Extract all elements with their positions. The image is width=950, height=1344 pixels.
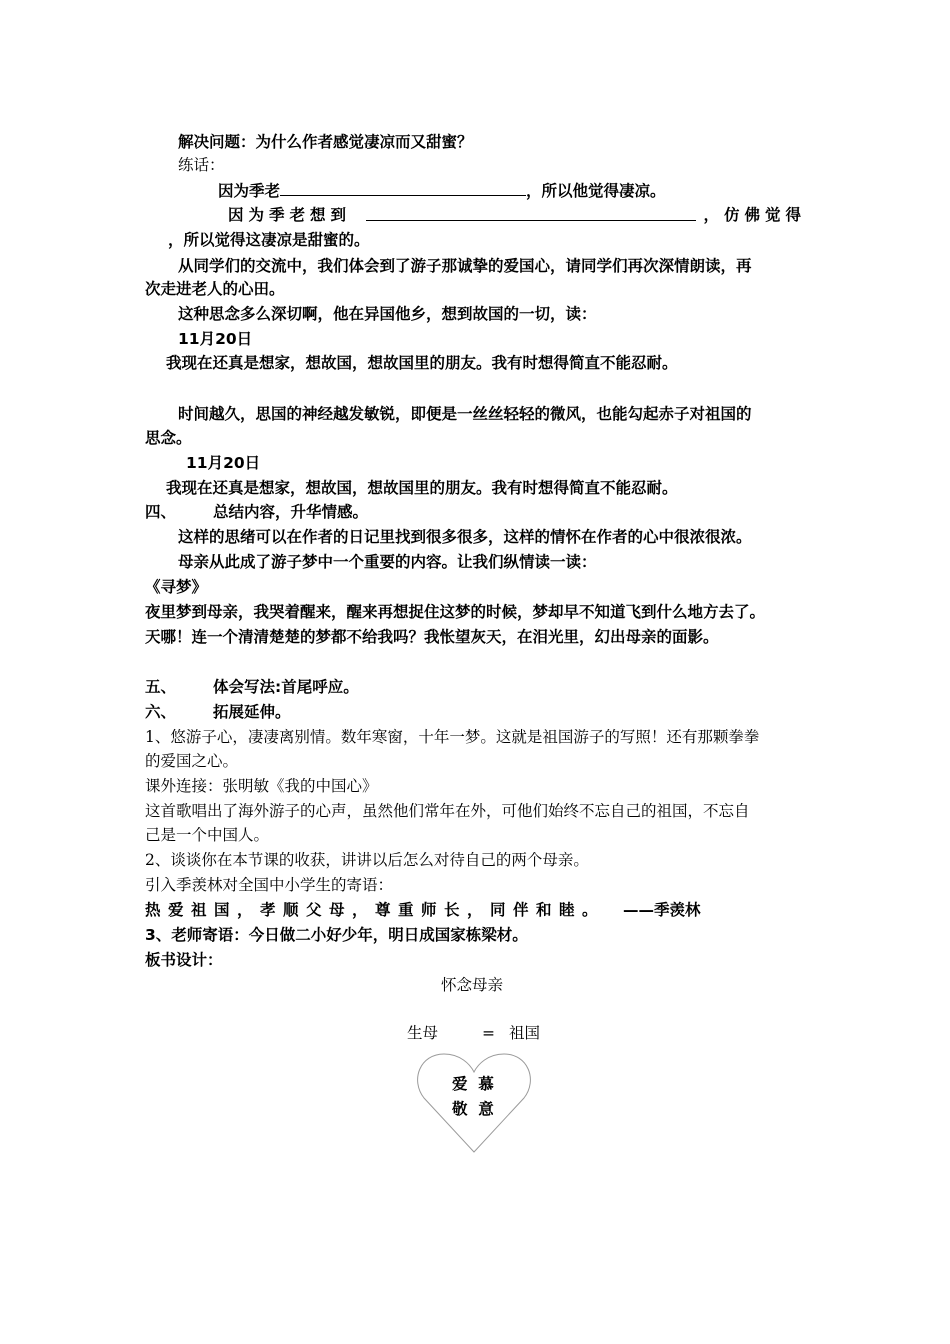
board-equals: =: [482, 1024, 495, 1042]
section-5-heading: [145, 677, 359, 697]
motto-text: 热爱祖国，孝顺父母，尊重师长，同伴和睦。: [145, 901, 606, 919]
diary-entry-2: 我现在还真是想家，想故国，想故国里的朋友。我有时想得简直不能忍耐。: [166, 479, 678, 497]
paragraph-4: 这样的思绪可以在作者的日记里找到很多很多，这样的情怀在作者的心中很浓很浓。: [178, 528, 752, 546]
section-4-title: 总结内容，升华情感。: [213, 503, 369, 521]
board-right-term: 祖国: [509, 1024, 541, 1042]
paragraph-1b: 次走进老人的心田。: [145, 280, 285, 298]
because-2-mid: ，仿佛觉得: [703, 206, 806, 224]
because-1-prefix: 因为季老: [218, 182, 281, 200]
paragraph-1a: 从同学们的交流中，我们体会到了游子那诚挚的爱国心，请同学们再次深情朗读，再: [178, 257, 752, 275]
heart-row-1: 爱 慕: [452, 1075, 494, 1093]
because-2-suffix: ，所以觉得这凄凉是甜蜜的。: [168, 231, 370, 249]
paragraph-3b: 思念。: [145, 429, 192, 447]
teacher-message: 3、老师寄语：今日做二小好少年，明日成国家栋梁材。: [145, 926, 528, 944]
because-line-1: [218, 180, 666, 201]
song-text-b: 己是一个中国人。: [145, 826, 270, 844]
extension-1b: 的爱国之心。: [145, 752, 239, 770]
section-4-number: 四、: [145, 503, 177, 521]
motto-signature: ——季羡林: [623, 901, 701, 919]
diary-entry-1: 我现在还真是想家，想故国，想故国里的朋友。我有时想得简直不能忍耐。: [166, 354, 678, 372]
because-line-2: [228, 205, 806, 225]
paragraph-3a: 时间越久，思国的神经越发敏锐，即便是一丝丝轻轻的微风，也能勾起赤子对祖国的: [178, 405, 752, 423]
section-5-title: 体会写法:首尾呼应。: [213, 678, 359, 696]
section-5-number: 五、: [145, 678, 177, 696]
paragraph-5: 母亲从此成了游子梦中一个重要的内容。让我们纵情读一读：: [178, 553, 597, 571]
poem-title: 《寻梦》: [145, 578, 208, 596]
poem-line-1: 夜里梦到母亲，我哭着醒来，醒来再想捉住这梦的时候，梦却早不知道飞到什么地方去了。: [145, 603, 766, 621]
section-6-title: 拓展延伸。: [213, 703, 291, 721]
question-title: 解决问题：为什么作者感觉凄凉而又甜蜜？: [178, 133, 473, 151]
motto-line: [145, 900, 701, 920]
extension-link: 课外连接：张明敏《我的中国心》: [145, 777, 378, 795]
because-2-prefix: 因为季老想到: [228, 206, 352, 224]
diary-date-1: 11月20日: [178, 330, 253, 348]
heart-row-2: 敬 意: [452, 1100, 494, 1118]
board-title: 怀念母亲: [441, 976, 504, 994]
because-1-suffix: ，所以他觉得凄凉。: [526, 182, 666, 200]
diary-date-2: 11月20日: [186, 454, 261, 472]
motto-intro: 引入季羡林对全国中小学生的寄语：: [145, 876, 394, 894]
board-left-term: 生母: [407, 1024, 439, 1042]
extension-2: 2、谈谈你在本节课的收获，讲讲以后怎么对待自己的两个母亲。: [145, 851, 589, 869]
extension-1a: 1、悠游子心，凄凄离别情。数年寒窗，十年一梦。这就是祖国游子的写照！还有那颗拳拳: [145, 728, 760, 746]
board-design-label: 板书设计：: [145, 951, 223, 969]
section-6-number: 六、: [145, 703, 177, 721]
song-text-a: 这首歌唱出了海外游子的心声，虽然他们常年在外，可他们始终不忘自己的祖国，不忘自: [145, 802, 750, 820]
practice-label: 练话：: [178, 156, 225, 174]
poem-line-2: 天哪！连一个清清楚楚的梦都不给我吗？我怅望灰天，在泪光里，幻出母亲的面影。: [145, 628, 719, 646]
section-6-heading: [145, 702, 291, 722]
paragraph-2: 这种思念多么深切啊，他在异国他乡，想到故国的一切，读：: [178, 305, 597, 323]
section-4-heading: [145, 502, 368, 522]
fill-blank-1[interactable]: [280, 180, 526, 196]
fill-blank-2[interactable]: [366, 205, 696, 221]
